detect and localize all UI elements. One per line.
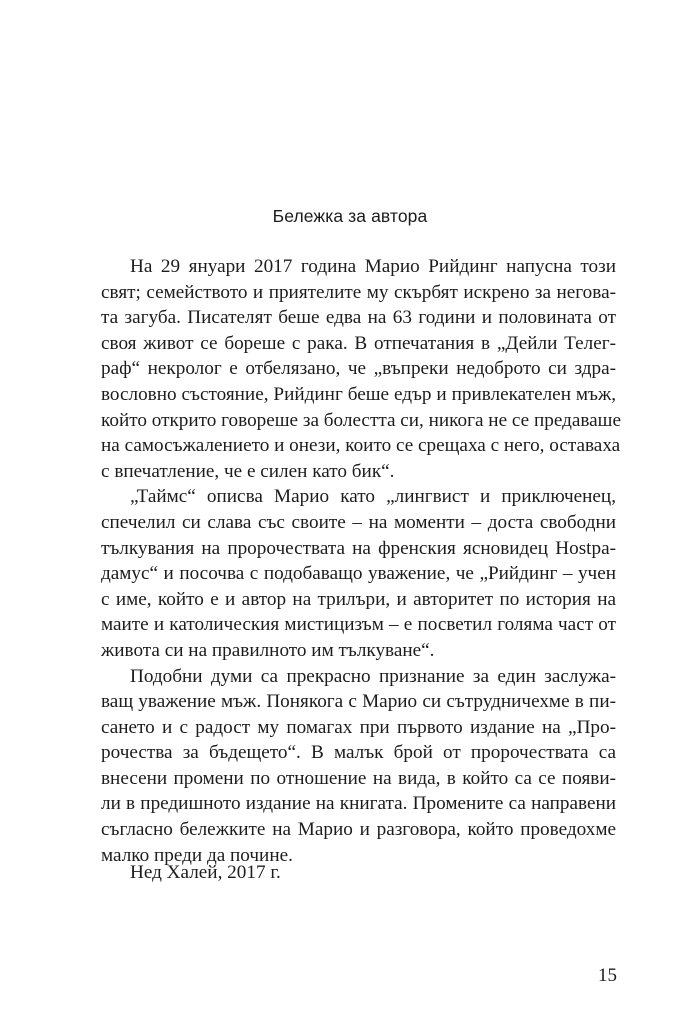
paragraph-1: [101, 254, 621, 484]
text-line: с впечатление, че е силен като бик“.: [101, 460, 395, 482]
text-line: внесени промени по отношение на вида, в който са се появи-: [101, 767, 616, 789]
text-line: На 29 януари 2017 година Марио Рийдинг напусна този: [130, 256, 616, 277]
paragraph-3: [101, 664, 616, 869]
text-line: свят; семейството и приятелите му скърбят искрено за негова-: [101, 281, 616, 303]
text-line: „Таймс“ описва Марио като „лингвист и приключенец,: [130, 486, 616, 508]
text-line: сането и с радост му помагах при първото издание на „Про-: [101, 716, 616, 738]
page-number: 15: [598, 965, 617, 986]
text-line: живота си на правилното им тълкуване“.: [101, 639, 435, 661]
text-line: с име, който е и автор на трилъри, и авторитет по история на: [101, 588, 616, 610]
note-body: [101, 254, 621, 868]
text-line: съгласно бележките на Марио и разговора, който проведохме: [101, 819, 616, 841]
text-line: който открито говореше за болестта си, никога не се предаваше: [101, 409, 621, 431]
paragraph-2: [101, 484, 616, 663]
page-title: Бележка за автора: [272, 206, 428, 226]
text-line: спечелил си слава със своите – на моменти – доста свободни: [101, 511, 616, 533]
text-line: Подобни думи са прекрасно признание за един заслужа-: [130, 665, 616, 687]
text-line: маите и католическия мистицизъм – е посветил голяма част от: [101, 614, 616, 636]
text-line: дамус“ и посочва с подобаващо уважение, че „Рийдинг – учен: [101, 563, 616, 585]
text-line: тълкувания на пророчествата на френския ясновидец Нostра-: [101, 537, 616, 559]
text-line: раф“ некролог е отбелязано, че „въпреки недоброто си здра-: [101, 358, 616, 380]
text-line: вословно състояние, Рийдинг беше едър и привлекателен мъж,: [101, 383, 616, 405]
text-line: на самосъжалението и онези, които се срещаха с него, оставаха: [101, 435, 621, 457]
text-line: та загуба. Писателят беше едва на 63 години и половината от: [101, 307, 616, 329]
text-line: рочества за бъдещето“. В малък брой от пророчествата са: [101, 742, 616, 764]
text-line: своя живот се бореше с рака. В отпечатания в „Дейли Телег-: [101, 332, 616, 354]
author-signature: Нед Халей, 2017 г.: [130, 862, 281, 883]
text-line: ващ уважение мъж. Понякога с Марио си сътрудничехме в пи-: [101, 691, 616, 713]
text-line: малко преди да почине.: [101, 844, 293, 866]
text-line: ли в предишното издание на книгата. Промените са направени: [101, 793, 616, 815]
